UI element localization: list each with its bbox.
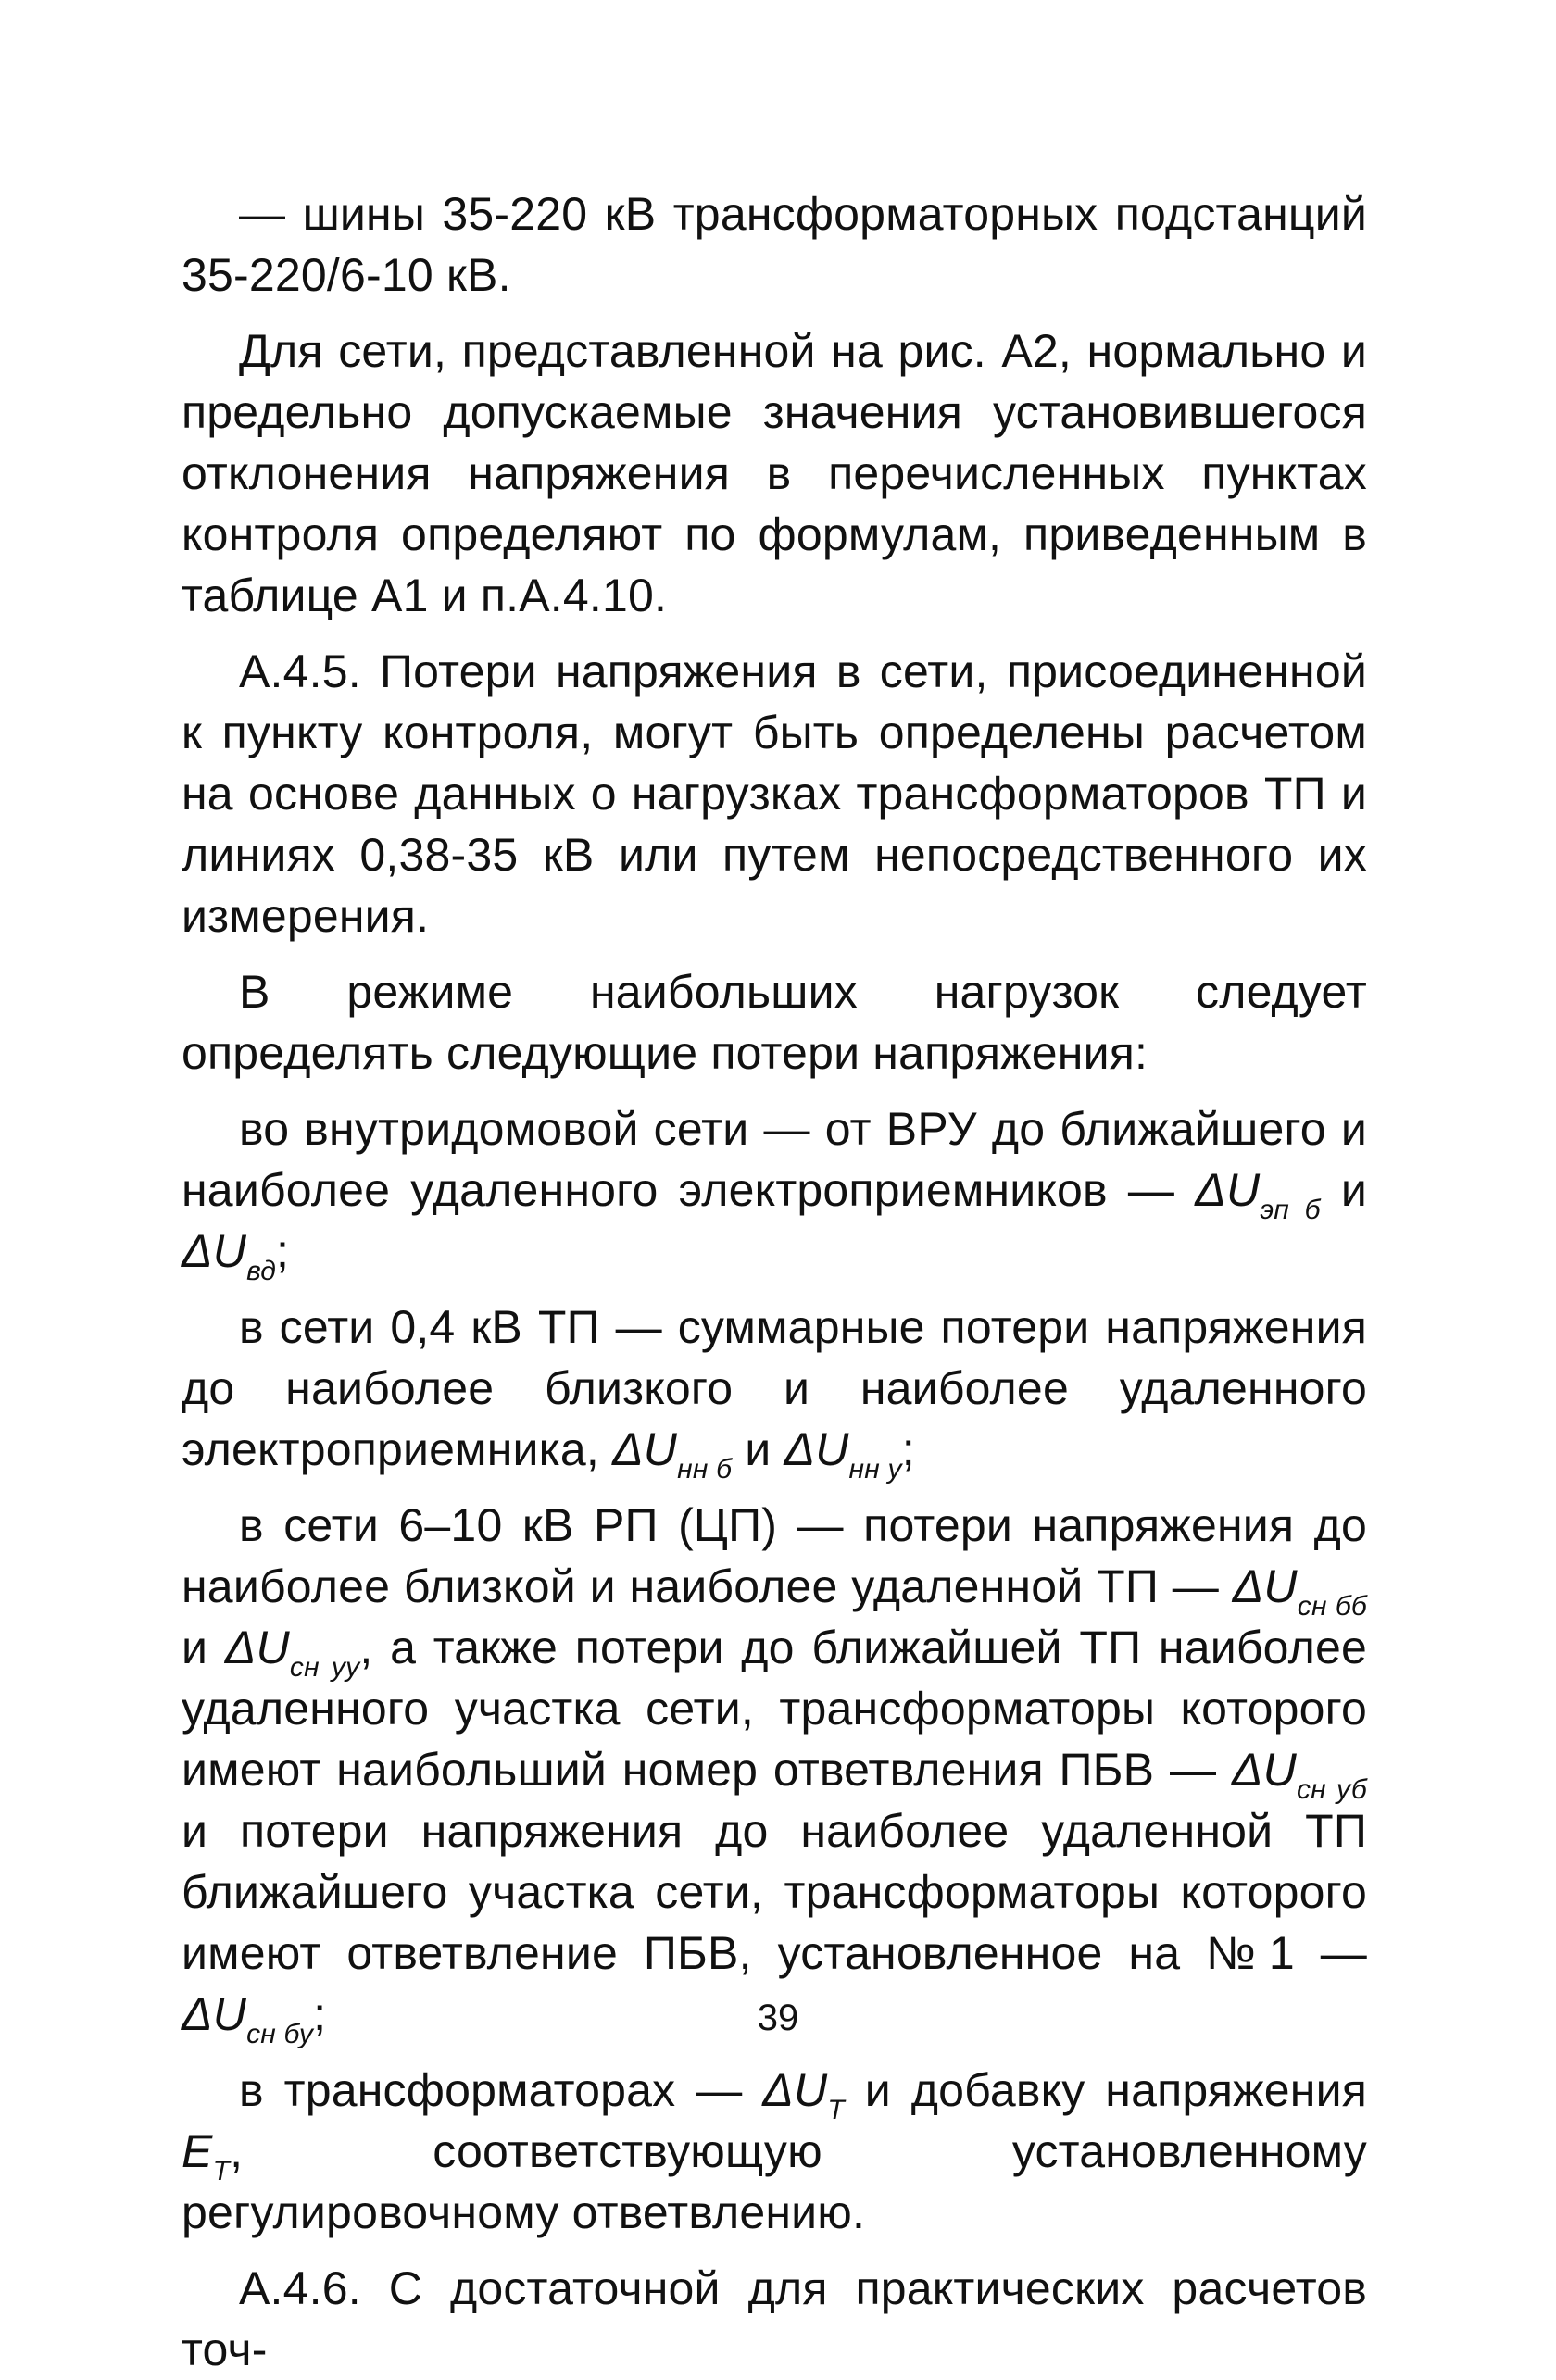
delta-u-symbol: $\Delta U_{нн б}$	[612, 1423, 733, 1484]
04kv-network-text: в сети 0,4 кВ ТП — суммарные потери напряжения до наиболее близкого и наиболее удаленного электроприемника,	[182, 1301, 1367, 1475]
paragraph-6-10kv-network: в сети 6–10 кВ РП (ЦП) — потери напряжения до наиболее близкой и наиболее удаленной ТП — $\Delta U_{сн бб}$ и $\Delta U_{сн уу}$, а также потери до ближайшей ТП наиболее удаленного участка сети, трансформаторы которого имеют наибольший номер ответвления ПБВ — $\Delta U_{сн уб}$ и потери напряжения до наиболее удаленной ТП ближайшего участка сети, трансформаторы которого имеют ответвление ПБВ, установленное на №1 — $\Delta U_{сн бу}$;	[182, 1499, 1367, 2049]
delta-u-symbol: $\Delta U_{эп б}$	[1195, 1164, 1321, 1225]
document-page	[182, 183, 1367, 2380]
delta-u-symbol: $\Delta U_{нн у}$	[784, 1423, 902, 1484]
paragraph-max-load-mode: В режиме наибольших нагрузок следует определять следующие потери напряжения:	[182, 966, 1367, 1079]
paragraph-network-fig-a2: Для сети, представленной на рис. А2, нормально и предельно допускаемые значения установившегося отклонения напряжения в перечисленных пунктах контроля определяют по формулам, приведенным в таблице А1 и п.А.4.10.	[182, 325, 1367, 621]
page-number: 39	[757, 1998, 799, 2038]
delta-u-symbol: $\Delta U_Т$	[762, 2064, 845, 2125]
paragraph-bus-list-item: — шины 35-220 кВ трансформаторных подстанций 35-220/6-10 кВ.	[182, 188, 1367, 301]
delta-u-symbol: $\Delta U_{вд}$	[182, 1225, 277, 1286]
paragraph-transformers: в трансформаторах — $\Delta U_Т$ и добавку напряжения $E_Т$, соответствующую установленному регулировочному ответвлению.	[182, 2064, 1367, 2238]
paragraph-04kv-network: в сети 0,4 кВ ТП — суммарные потери напряжения до наиболее близкого и наиболее удаленного электроприемника, $\Delta U_{нн б}$ и $\Delta U_{нн у}$;	[182, 1301, 1367, 1484]
voltage-boost-symbol: $E_Т$	[182, 2125, 231, 2186]
paragraph-indoor-network: во внутридомовой сети — от ВРУ до ближайшего и наиболее удаленного электроприемников — $\Delta U_{эп б}$ и $\Delta U_{вд}$;	[182, 1103, 1367, 1286]
indoor-network-text: во внутридомовой сети — от ВРУ до ближайшего и наиболее удаленного электроприемников —	[182, 1103, 1367, 1216]
delta-u-symbol: $\Delta U_{сн уб}$	[1231, 1744, 1367, 1805]
paragraph-a-4-5: А.4.5. Потери напряжения в сети, присоединенной к пункту контроля, могут быть определены расчетом на основе данных о нагрузках трансформаторов ТП и линиях 0,38-35 кВ или путем непосредственного их измерения.	[182, 645, 1367, 942]
delta-u-symbol: $\Delta U_{сн бб}$	[1232, 1560, 1367, 1622]
delta-u-symbol: $\Delta U_{сн уу}$	[224, 1622, 360, 1683]
paragraph-a-4-6: А.4.6. С достаточной для практических расчетов точ-	[182, 2262, 1367, 2375]
delta-u-symbol: $\Delta U_{сн бу}$	[182, 1988, 314, 2049]
